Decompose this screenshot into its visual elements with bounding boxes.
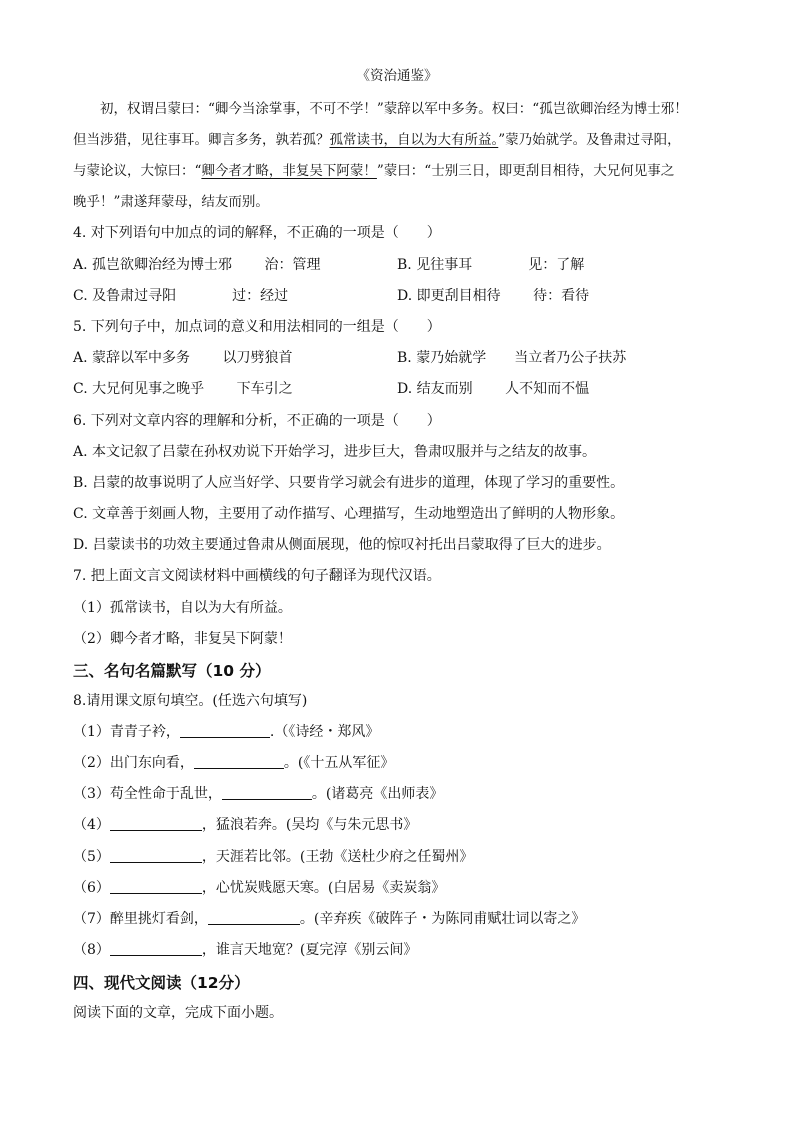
question-6-option-d: D. 吕蒙读书的功效主要通过鲁肃从侧面展现，他的惊叹衬托出吕蒙取得了巨大的进步。 [73, 537, 611, 553]
item-source: .（《诗经・郑风》 [269, 724, 380, 740]
question-4-option-c: C. 及鲁肃过寻阳 过：经过 [73, 288, 289, 304]
section-3-heading: 三、名句名篇默写（10 分） [73, 662, 271, 680]
question-6-option-c: C. 文章善于刻画人物，主要用了动作描写、心理描写，生动地塑造出了鲜明的人物形象。 [73, 506, 625, 522]
fill-blank-item [73, 784, 443, 804]
underlined-sentence-2: 卿今者才略，非复吴下阿蒙！ [201, 163, 377, 179]
item-prefix: （8） [73, 942, 110, 958]
item-source: 。(辛弃疾《破阵子・为陈同甫赋壮词以寄之》 [299, 911, 586, 927]
question-5-option-b: B. 蒙乃始就学 当立者乃公子扶苏 [397, 350, 627, 366]
item-prefix: （5） [73, 849, 110, 865]
passage-line-2 [73, 130, 681, 150]
question-4-option-b: B. 见往事耳 见：了解 [397, 257, 585, 273]
answer-blank[interactable] [110, 941, 202, 956]
answer-blank[interactable] [110, 816, 202, 831]
question-6-option-a: A. 本文记叙了吕蒙在孙权劝说下开始学习，进步巨大，鲁肃叹服并与之结友的故事。 [73, 444, 597, 460]
question-4-stem: 4. 对下列语句中加点的词的解释，不正确的一项是（ ） [73, 225, 441, 241]
question-5-option-c: C. 大兄何见事之晚乎 下车引之 [73, 381, 293, 397]
item-source: ，天涯若比邻。(王勃《送杜少府之任蜀州》 [201, 849, 474, 865]
passage-line-1: 初，权谓吕蒙曰：“卿今当涂掌事，不可不学！”蒙辞以军中多务。权曰：“孤岂欲卿治经为博士邪！ [100, 101, 688, 117]
question-5-option-d: D. 结友而别 人不知而不愠 [397, 381, 590, 397]
item-source: 。(诸葛亮《出师表》 [311, 786, 444, 802]
fill-blank-item [73, 878, 445, 898]
question-7-sentence-2: （2）卿今者才略，非复吴下阿蒙！ [73, 631, 292, 647]
passage-text: ”蒙乃始就学。及鲁肃过寻阳， [498, 132, 681, 148]
fill-blank-item [73, 753, 394, 773]
answer-blank[interactable] [222, 785, 312, 800]
passage-text: 与蒙论议，大惊曰：“ [73, 163, 202, 179]
item-prefix: （4） [73, 817, 110, 833]
question-5-stem: 5. 下列句子中，加点词的意义和用法相同的一组是（ ） [73, 319, 441, 335]
fill-blank-item [73, 847, 473, 867]
fill-blank-item [73, 909, 585, 929]
passage-title: 《资治通鉴》 [356, 68, 438, 84]
fill-blank-item [73, 940, 417, 960]
passage-text: 但当涉猎，见往事耳。卿言多务，孰若孤？ [73, 132, 330, 148]
answer-blank[interactable] [194, 754, 284, 769]
question-4-option-a: A. 孤岂欲卿治经为博士邪 治：管理 [73, 257, 321, 273]
answer-blank[interactable] [110, 879, 202, 894]
question-4-option-d: D. 即更刮目相待 待：看待 [397, 288, 590, 304]
question-7-stem: 7. 把上面文言文阅读材料中画横线的句子翻译为现代汉语。 [73, 568, 441, 584]
item-prefix: （1）青青子衿， [73, 724, 180, 740]
section-4-instruction: 阅读下面的文章，完成下面小题。 [73, 1005, 283, 1021]
underlined-sentence-1: 孤常读书，自以为大有所益。 [329, 132, 499, 148]
item-prefix: （2）出门东向看， [73, 755, 194, 771]
passage-text: ”蒙曰：“士别三日，即更刮目相待，大兄何见事之 [376, 163, 675, 179]
answer-blank[interactable] [180, 723, 270, 738]
fill-blank-item [73, 815, 417, 835]
passage-line-3 [73, 161, 674, 181]
section-3-instruction: 8.请用课文原句填空。(任选六句填写) [73, 693, 308, 709]
section-4-heading: 四、现代文阅读（12分） [73, 974, 250, 992]
item-source: ，谁言天地宽？(夏完淳《别云间》 [201, 942, 418, 958]
item-prefix: （6） [73, 880, 110, 896]
question-5-option-a: A. 蒙辞以军中多务 以刀劈狼首 [73, 350, 293, 366]
question-6-stem: 6. 下列对文章内容的理解和分析，不正确的一项是（ ） [73, 413, 441, 429]
item-source: ，心忧炭贱愿天寒。(白居易《卖炭翁》 [201, 880, 446, 896]
passage-line-4: 晚乎！”肃遂拜蒙母，结友而别。 [73, 194, 269, 210]
question-6-option-b: B. 吕蒙的故事说明了人应当好学、只要肯学习就会有进步的道理，体现了学习的重要性。 [73, 475, 625, 491]
fill-blank-item [73, 722, 379, 742]
item-source: ，猛浪若奔。(吴均《与朱元思书》 [201, 817, 418, 833]
item-source: 。(《十五从军征》 [283, 755, 395, 771]
item-prefix: （7）醉里挑灯看剑， [73, 911, 208, 927]
answer-blank[interactable] [208, 910, 300, 925]
question-7-sentence-1: （1）孤常读书，自以为大有所益。 [73, 600, 292, 616]
answer-blank[interactable] [110, 848, 202, 863]
item-prefix: （3）苟全性命于乱世， [73, 786, 222, 802]
